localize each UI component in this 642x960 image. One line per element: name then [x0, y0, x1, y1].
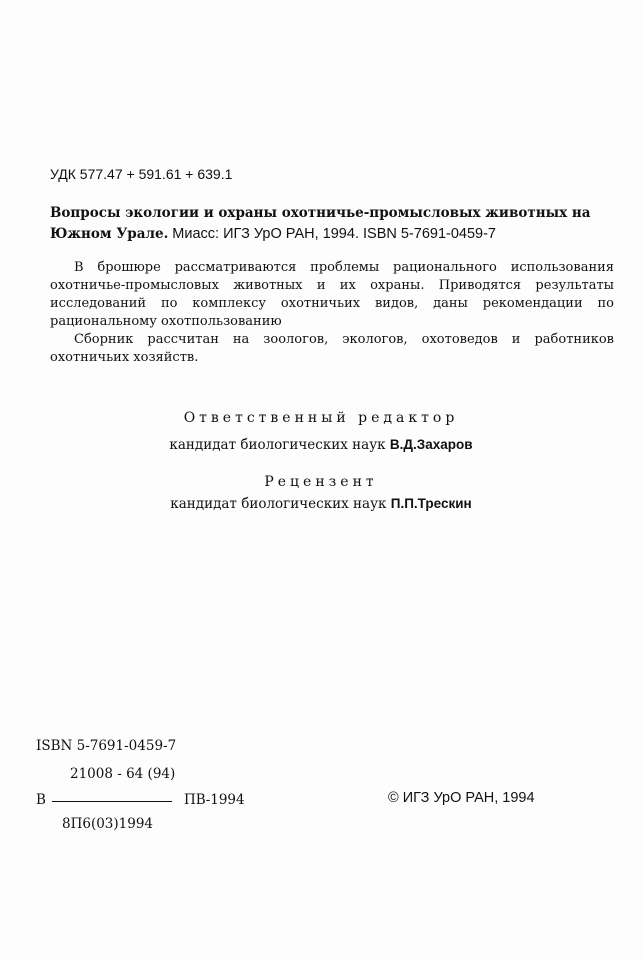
udk-code: УДК 577.47 + 591.61 + 639.1 [50, 166, 233, 182]
title-imprint: Миасс: ИГЗ УрО РАН, 1994. ISBN 5-7691-0459-7 [168, 226, 496, 242]
editor-role: Ответственный редактор [183, 410, 459, 426]
abstract-paragraph: Сборник рассчитан на зоологов, экологов, охотоведов и работников охотничьих хозяйств. [50, 332, 614, 365]
title-bold: Вопросы экологии и охраны охотничье-промысловых животных на Южном Урале. [50, 205, 591, 242]
bibliographic-title [50, 203, 614, 245]
editor-credit [0, 437, 642, 453]
reviewer-name: П.П.Трескин [390, 496, 472, 511]
abstract [50, 259, 614, 367]
editor-name: В.Д.Захаров [389, 437, 473, 452]
editor-degree: кандидат биологических наук [169, 437, 390, 453]
fraction-line [52, 801, 172, 802]
isbn: ISBN 5-7691-0459-7 [36, 738, 177, 754]
abstract-paragraph: В брошюре рассматриваются проблемы рационального использования охотничье-промысловых животных и их охраны. Приводятся результаты исследований по комплексу охотничьих видов, даны рекомендации по рациональному охотпользованию [50, 260, 614, 329]
imprint-letter: В [36, 792, 46, 808]
imprint-denominator: 8П6(03)1994 [62, 816, 154, 832]
imprint-numerator: 21008 - 64 (94) [70, 766, 176, 782]
reviewer-role: Рецензент [264, 474, 378, 490]
imprint-code: ПВ-1994 [184, 792, 245, 808]
reviewer-credit [0, 496, 642, 512]
reviewer-degree: кандидат биологических наук [170, 496, 391, 512]
copyright: © ИГЗ УрО РАН, 1994 [388, 790, 535, 806]
